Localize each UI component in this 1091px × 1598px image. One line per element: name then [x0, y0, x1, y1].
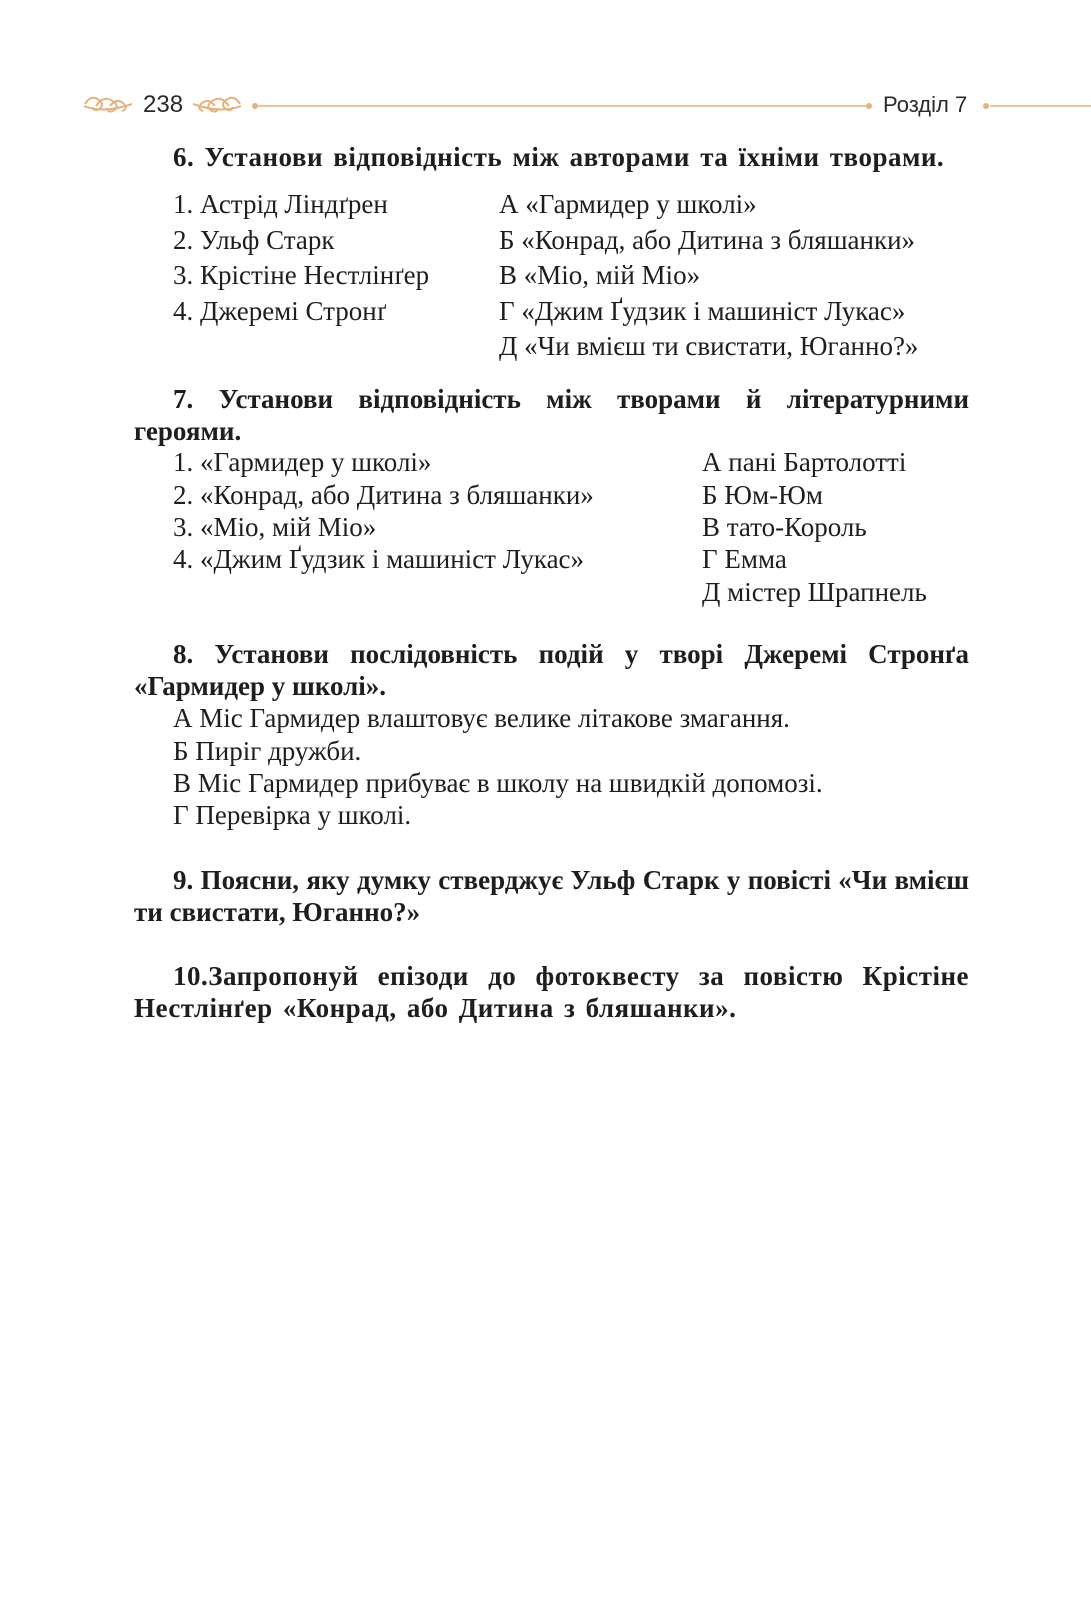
- list-row: [173, 294, 969, 330]
- author-item: 2. Ульф Старк: [173, 224, 335, 255]
- question-8: [134, 638, 969, 832]
- list-item: Б Пиріг дружби.: [173, 735, 362, 766]
- work-item: Б «Конрад, або Дитина з бляшанки»: [499, 224, 916, 255]
- author-item: 4. Джеремі Стронґ: [173, 295, 387, 326]
- list-item: В Міс Гармидер прибуває в школу на швидкій допомозі.: [173, 767, 823, 798]
- question-9: [134, 864, 969, 928]
- list-row: [173, 329, 969, 365]
- question-title: 6. Установи відповідність між авторами та їхніми творами.: [173, 142, 945, 172]
- work-item: А «Гармидер у школі»: [499, 189, 757, 220]
- hero-item: Б Юм-Юм: [702, 479, 823, 510]
- question-title: 7. Установи відповідність між творами й літературними героями.: [134, 383, 969, 446]
- page-number: 238: [143, 91, 184, 118]
- list-row: [173, 511, 969, 543]
- list-row: [173, 223, 969, 259]
- author-item: 3. Крістіне Нестлінґер: [173, 260, 430, 291]
- author-item: 1. Астрід Ліндґрен: [173, 189, 388, 220]
- list-row: [173, 187, 969, 223]
- work-item: 4. «Джим Ґудзик і машиніст Лукас»: [173, 544, 585, 575]
- swirl-left-icon: [84, 98, 132, 112]
- question-7: [134, 383, 969, 609]
- work-item: 1. «Гармидер у школі»: [173, 447, 432, 478]
- sequence-list: [173, 702, 969, 832]
- question-title: 9. Поясни, яку думку стверджує Ульф Старк у повісті «Чи вмієш ти свистати, Юганно?»: [134, 865, 969, 928]
- header-ornament: [0, 0, 1091, 150]
- work-item: В «Міо, мій Міо»: [499, 260, 701, 291]
- work-item: Д «Чи вмієш ти свистати, Юганно?»: [499, 331, 919, 362]
- page-content: [134, 141, 969, 1024]
- list-item: А Міс Гармидер влаштовує велике літакове змагання.: [173, 703, 790, 734]
- list-row: [173, 479, 969, 511]
- list-row: [173, 258, 969, 294]
- hero-item: Г Емма: [702, 544, 787, 575]
- question-6: [134, 141, 969, 365]
- question-title: 10.Запропонуй епізоди до фотоквесту за повістю Крістіне Нестлінґер «Конрад, або Дитина з бляшанки».: [134, 961, 969, 1024]
- question-10: [134, 960, 969, 1024]
- swirl-right-icon: [193, 98, 241, 112]
- list-row: [173, 544, 969, 576]
- work-item: 2. «Конрад, або Дитина з бляшанки»: [173, 479, 594, 510]
- list-row: [173, 576, 969, 608]
- work-item: Г «Джим Ґудзик і машиніст Лукас»: [499, 295, 906, 326]
- matching-list: [173, 187, 969, 365]
- list-row: [173, 447, 969, 479]
- hero-item: В тато-Король: [702, 511, 867, 542]
- work-item: 3. «Міо, мій Міо»: [173, 511, 377, 542]
- question-title: 8. Установи послідовність подій у творі Джеремі Стронґа «Гармидер у школі».: [134, 639, 969, 702]
- matching-list: [173, 447, 969, 609]
- hero-item: А пані Бартолотті: [702, 447, 907, 478]
- hero-item: Д містер Шрапнель: [702, 576, 927, 607]
- section-label: Розділ 7: [883, 92, 968, 117]
- page-header: [0, 0, 1091, 150]
- list-item: Г Перевірка у школі.: [173, 800, 412, 831]
